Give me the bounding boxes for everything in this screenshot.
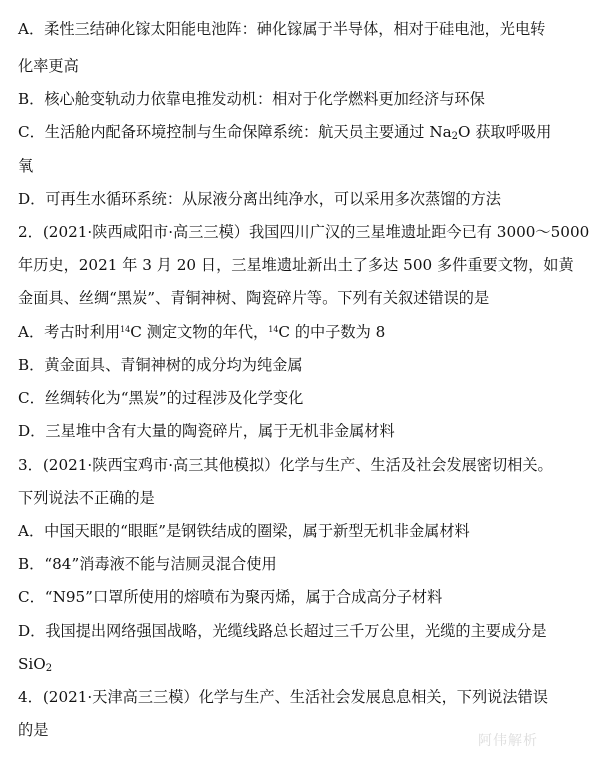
na2o-subscript: 2 bbox=[451, 131, 459, 142]
option-2b-line: B．黄金面具、青铜神树的成分均为纯金属 bbox=[18, 356, 303, 374]
question-2-line-2: 年历史，2021 年 3 月 20 日，三星堆遗址新出土了多达 500 多件重要文物，如黄 bbox=[18, 256, 574, 274]
option-2d-line: D．三星堆中含有大量的陶瓷碎片，属于无机非金属材料 bbox=[18, 422, 395, 440]
option-3a-line: A．中国天眼的“眼眶”是钢铁结成的圈梁，属于新型无机非金属材料 bbox=[18, 522, 470, 540]
option-2a-text: A．考古时利用 bbox=[18, 323, 121, 341]
question-2-line-3: 金面具、丝绸“黑炭”、青铜神树、陶瓷碎片等。下列有关叙述错误的是 bbox=[18, 289, 490, 307]
option-2a-text-end: C 的中子数为 8 bbox=[278, 323, 386, 341]
sio2-subscript: 2 bbox=[45, 663, 53, 674]
option-1a-line-cont: 化率更高 bbox=[18, 57, 79, 75]
watermark: 阿伟解析 bbox=[478, 733, 538, 749]
option-1c-text: C．生活舱内配备环境控制与生命保障系统：航天员主要通过 Na bbox=[18, 123, 452, 141]
option-2a-text-mid: C 测定文物的年代， bbox=[130, 323, 269, 341]
option-3d-line-cont bbox=[18, 654, 538, 674]
question-3-line-1: 3．(2021·陕西宝鸡市·高三其他模拟）化学与生产、生活及社会发展密切相关。 bbox=[18, 456, 553, 474]
question-2-line-1: 2．(2021·陕西咸阳市·高三三模）我国四川广汉的三星堆遗址距今已有 3000～5000 bbox=[18, 223, 589, 241]
option-2c-line: C．丝绸转化为“黑炭”的过程涉及化学变化 bbox=[18, 389, 304, 407]
option-3d-line: D．我国提出网络强国战略，光缆线路总长超过三千万公里，光缆的主要成分是 bbox=[18, 622, 547, 640]
question-3-line-2: 下列说法不正确的是 bbox=[18, 489, 155, 507]
sio2-text: SiO bbox=[18, 655, 46, 673]
option-1b-line: B．核心舱变轨动力依靠电推发动机：相对于化学燃料更加经济与环保 bbox=[18, 90, 485, 108]
question-4-line-2: 的是 bbox=[18, 721, 49, 739]
question-4-line-1: 4．(2021·天津高三三模）化学与生产、生活社会发展息息相关，下列说法错误 bbox=[18, 688, 548, 706]
option-3b-line: B．“84”消毒液不能与洁厕灵混合使用 bbox=[18, 555, 277, 573]
option-1c-text-end: O 获取呼吸用 bbox=[458, 123, 552, 141]
option-1a-line: A．柔性三结砷化镓太阳能电池阵：砷化镓属于半导体，相对于硅电池，光电转 bbox=[18, 20, 546, 38]
option-2a-line bbox=[18, 322, 538, 342]
c14-superscript-2: 14 bbox=[268, 325, 279, 334]
c14-superscript: 14 bbox=[120, 325, 131, 334]
option-3c-line: C．“N95”口罩所使用的熔喷布为聚丙烯，属于合成高分子材料 bbox=[18, 588, 443, 606]
option-1c-line-cont: 氧 bbox=[18, 157, 34, 175]
option-1d-line: D．可再生水循环系统：从尿液分离出纯净水，可以采用多次蒸馏的方法 bbox=[18, 190, 501, 208]
option-1c-line bbox=[18, 122, 552, 142]
